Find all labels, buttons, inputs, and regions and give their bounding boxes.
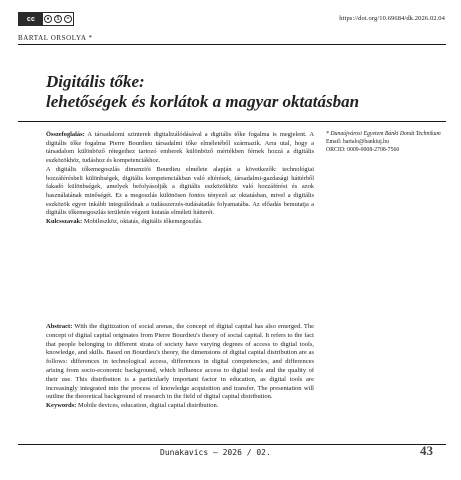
- by-icon: ●: [44, 15, 52, 23]
- article-title-line-2: lehetőségek és korlátok a magyar oktatásban: [46, 92, 360, 111]
- abstract-en-text-1: With the digitization of social arenas, the concept of digital capital has also emerged. The concept of digital capital originates from Pierre Bourdieu's theory of social capital. It refers to the fact that people belonging to different strata of society have varying degrees of access to digital tools, knowledge, and skills. Based on Bourdieu's theory, the dimensions of digital capital distribution are as follows: differences in technological access, differences in digital competencies, and differences arising from socio-economic background, which influence access to digital tools and the quality of their use. This distribution is a particularly important factor in education, as digital tools are increasingly integrated into the process of knowledge acquisition and transfer. The presentation will outline the theoretical background of research in the field of digital capital distribution.: [46, 323, 314, 401]
- author-side-note: [326, 131, 451, 154]
- journal-footer: Dunakavics – 2026 / 02.: [160, 448, 271, 457]
- nc-icon: $: [54, 15, 62, 23]
- title-divider: [18, 121, 446, 122]
- author-orcid[interactable]: ORCID: 0009-0008-2708-7560: [326, 146, 400, 153]
- abstract-hu-label: Összefoglalás:: [46, 131, 85, 138]
- author-name: BARTAL ORSOLYA *: [18, 34, 93, 42]
- page-number: 43: [420, 443, 433, 458]
- footer-divider: [18, 444, 446, 445]
- keywords-en-text: Mobile devices, education, digital capital distribution.: [76, 402, 219, 410]
- nd-icon: =: [64, 15, 72, 23]
- header-divider: [18, 44, 446, 45]
- abstract-en-label: Abstract:: [46, 323, 73, 330]
- keywords-hu: [46, 218, 314, 227]
- author-email[interactable]: Email: bartalo@bankiuj.hu: [326, 138, 389, 145]
- abstract-en-paragraph-1: [46, 323, 314, 402]
- keywords-en-label: Keywords:: [46, 402, 77, 410]
- article-title-line-1: Digitális tőke:: [46, 72, 145, 91]
- license-icons: [43, 13, 73, 25]
- abstract-english: [46, 323, 314, 411]
- license-badge: [18, 12, 74, 26]
- author-affiliation: * Dunaújvárosi Egyetem Bánki Donát Technikum: [326, 131, 441, 137]
- abstract-hu-paragraph-2: A digitális tőkemegoszlás dimenziói Bourdieu elmélete alapján a következők: technológiai hozzáférésbeli különbségek, digitális kompetenciákban való eltérések, társadalmi-gazdasági háttérből fakadó különbségek, amelyek befolyásolják a digitális eszközökhöz való hozzáférést és azok használatának minőségét. Ez a megoszlás különösen fontos tényező az oktatásban, mivel a digitális eszközök egyre inkább integrálódnak a tudásszerzés-tudásátadás folyamatába. Az előadás bemutatja a digitális tőkemegoszlás területén végzett kutatás elméleti hátterét.: [46, 165, 314, 217]
- doi-link[interactable]: https://doi.org/10.69684/dk.2026.02.04: [339, 15, 445, 22]
- abstract-hu-paragraph-1: [46, 131, 314, 166]
- keywords-en: [46, 402, 314, 411]
- keywords-hu-text: Mobileszköz, oktatás, digitális tőkemegoszlás.: [82, 218, 203, 226]
- abstract-hungarian: [46, 131, 314, 227]
- cc-logo: cc: [19, 13, 43, 25]
- abstract-hu-text-1: A társadalomi szinterek digitalizálódásával a digitális tőke fogalma is megjelent. A digitális tőke fogalma Pierre Bourdieu társadalmi tőke elméletéből származik. Arra utal, hogy a társadalom különböző rétegeihez tartozó emberek különböző mértékben férnek hozzá a digitális eszközökhöz, tudáshoz és kompetenciákhoz.: [46, 131, 314, 165]
- keywords-hu-label: Kulcsszavak:: [46, 218, 83, 226]
